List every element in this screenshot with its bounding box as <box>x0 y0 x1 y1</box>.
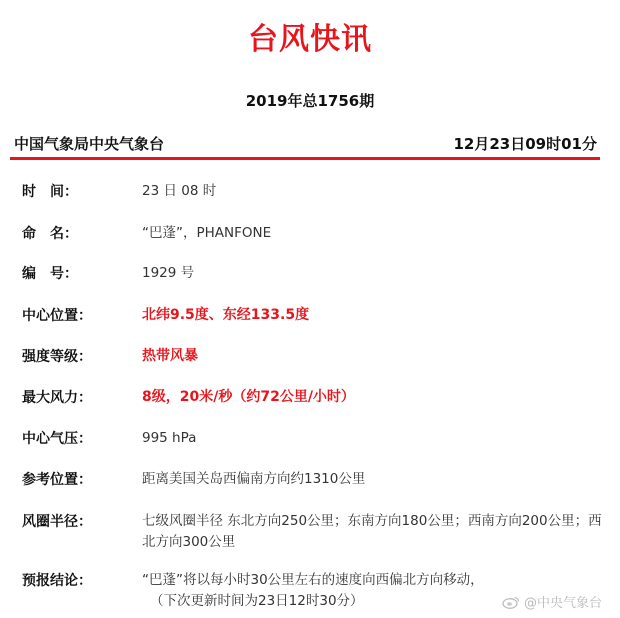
row-label: 最大风力： <box>22 390 92 406</box>
forecast-line: “巴蓬”将以每小时30公里左右的速度向西偏北方向移动， <box>142 572 484 588</box>
page-title: 台风快讯 <box>248 22 372 57</box>
forecast-line: （下次更新时间为23日12时30分） <box>150 593 364 609</box>
header-row <box>8 133 603 157</box>
row-label: 编 号： <box>22 266 78 282</box>
weibo-icon <box>502 595 520 609</box>
row-label: 命 名： <box>22 226 78 242</box>
row-label: 参考位置： <box>22 472 92 488</box>
row-value: 8级，20米/秒（约72公里/小时） <box>142 389 355 405</box>
row-value: 距离美国关岛西偏南方向约1310公里 <box>142 471 366 487</box>
weibo-watermark <box>502 592 602 611</box>
row-label: 风圈半径： <box>22 514 92 530</box>
row-value: 热带风暴 <box>142 348 198 364</box>
row-value: 七级风圈半径 东北方向250公里；东南方向180公里；西南方向200公里；西北方向300公里 <box>142 513 602 550</box>
watermark-text: @中央气象台 <box>523 596 602 611</box>
row-value: 995 hPa <box>142 430 197 446</box>
header-divider <box>10 157 600 160</box>
row-label: 强度等级： <box>22 349 92 365</box>
issuing-organization: 中国气象局中央气象台 <box>14 135 165 153</box>
row-label: 中心气压： <box>22 431 92 447</box>
issue-time: 12月23日09时01分 <box>453 135 597 153</box>
issue-number: 2019年总1756期 <box>245 92 375 110</box>
row-value: 23 日 08 时 <box>142 183 217 199</box>
row-label: 中心位置： <box>22 308 92 324</box>
row-value: “巴蓬”，PHANFONE <box>142 225 272 241</box>
row-label: 预报结论： <box>22 573 92 589</box>
row-value: 北纬9.5度、东经133.5度 <box>142 307 310 323</box>
row-label: 时 间： <box>22 184 78 200</box>
row-value: 1929 号 <box>142 265 195 281</box>
